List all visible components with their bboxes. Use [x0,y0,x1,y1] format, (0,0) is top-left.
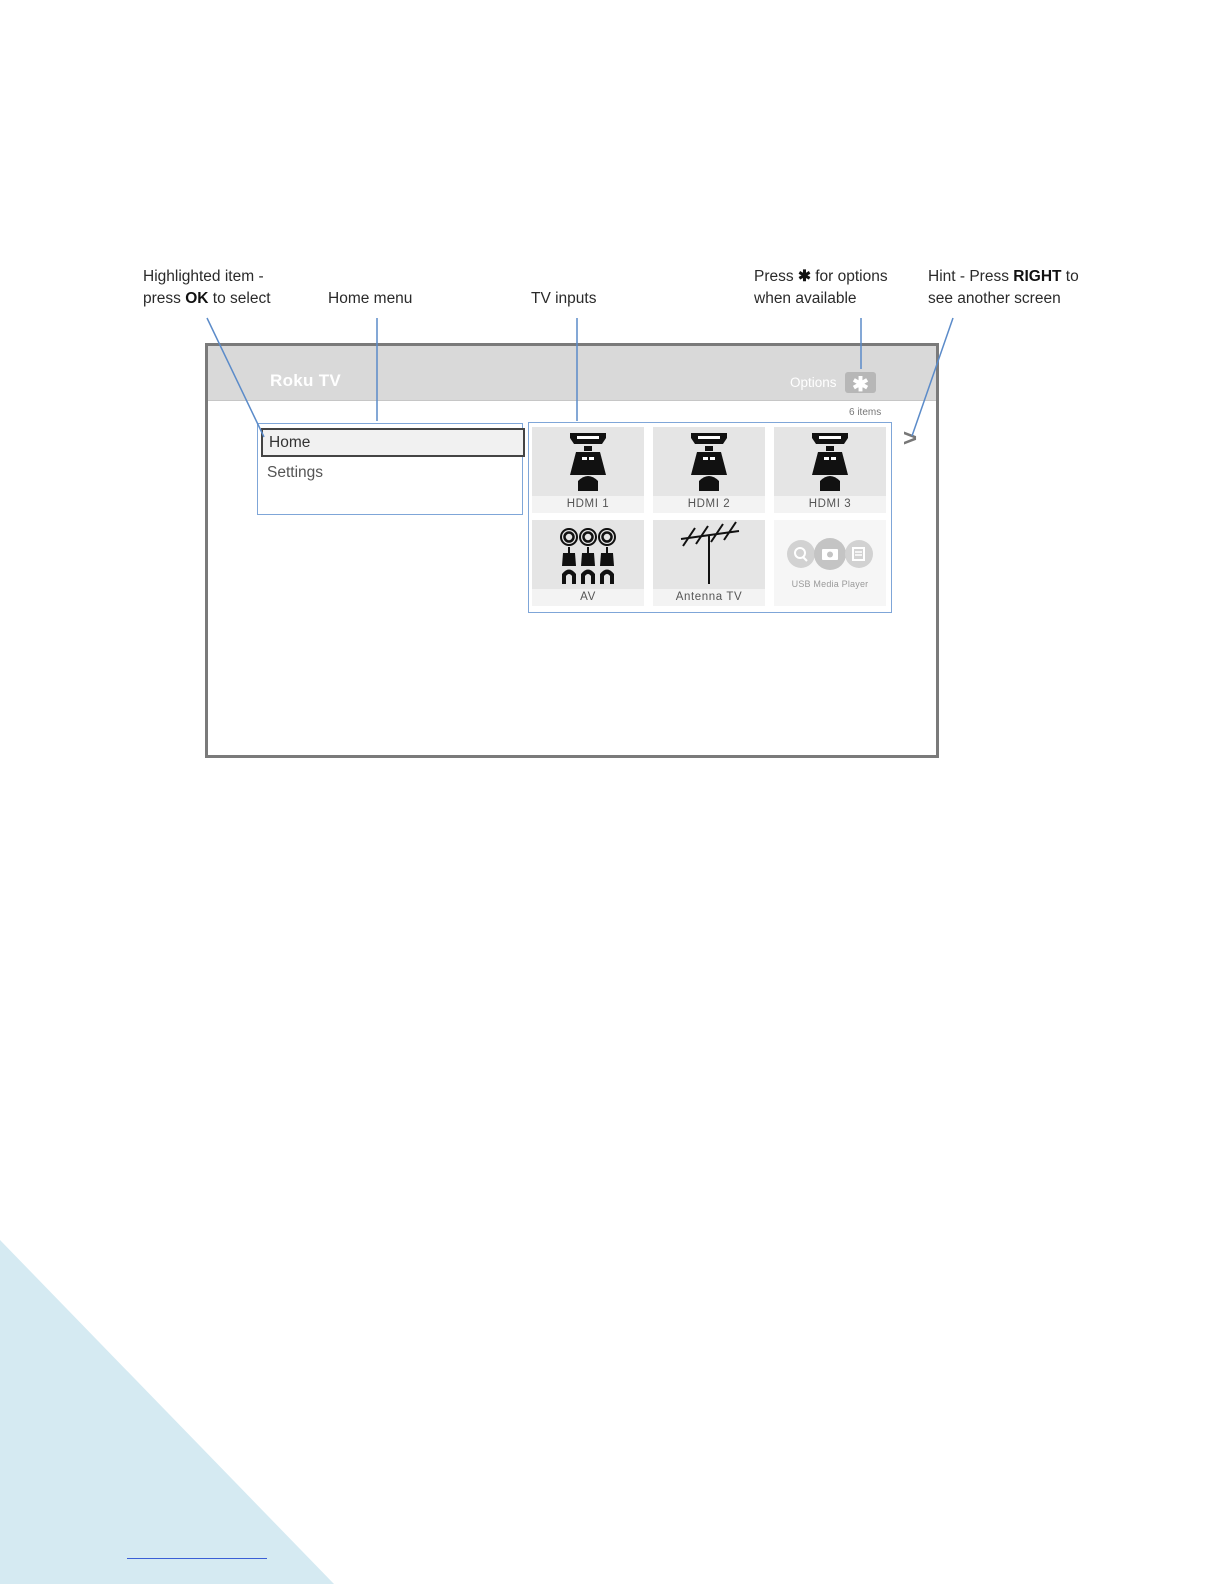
roku-tv-logo: Roku TV [270,371,342,390]
tile-antenna-tv[interactable] [653,520,765,606]
callout-tv-inputs: TV inputs [531,290,597,307]
tile-hdmi-2[interactable] [653,427,765,513]
tile-hdmi-1[interactable] [532,427,644,513]
callout-highlighted-item: Highlighted item - press OK to select [143,268,271,307]
tile-label: AV [532,589,644,606]
tile-label: Antenna TV [653,589,765,606]
options-star-button[interactable]: ✱ [845,372,876,393]
tv-inputs-grid [528,422,892,613]
av-connector-icon [532,520,644,589]
hdmi-icon [774,427,886,496]
menu-item-home[interactable]: Home [261,428,525,457]
tile-av[interactable] [532,520,644,606]
tile-hdmi-3[interactable] [774,427,886,513]
tile-label: HDMI 2 [653,496,765,513]
tile-usb-media-player[interactable] [774,520,886,606]
tile-label: HDMI 1 [532,496,644,513]
usb-media-icon [774,520,886,606]
footer-link-underline[interactable] [127,1558,267,1559]
tile-label: USB Media Player [791,579,869,589]
callout-home-menu: Home menu [328,290,413,307]
decorative-corner-shape [0,1240,340,1584]
tile-label: HDMI 3 [774,496,886,513]
hdmi-icon [653,427,765,496]
item-count: 6 items [849,407,882,418]
menu-item-settings[interactable]: Settings [267,464,324,481]
hdmi-icon [532,427,644,496]
callout-options: Press ✱ for options when available [754,268,888,307]
tv-screen [205,343,939,758]
next-screen-arrow[interactable]: > [903,425,918,452]
antenna-icon [653,520,765,589]
tv-top-bar [208,346,936,401]
options-label: Options [790,375,837,390]
callout-hint: Hint - Press RIGHT to see another screen [928,268,1079,307]
